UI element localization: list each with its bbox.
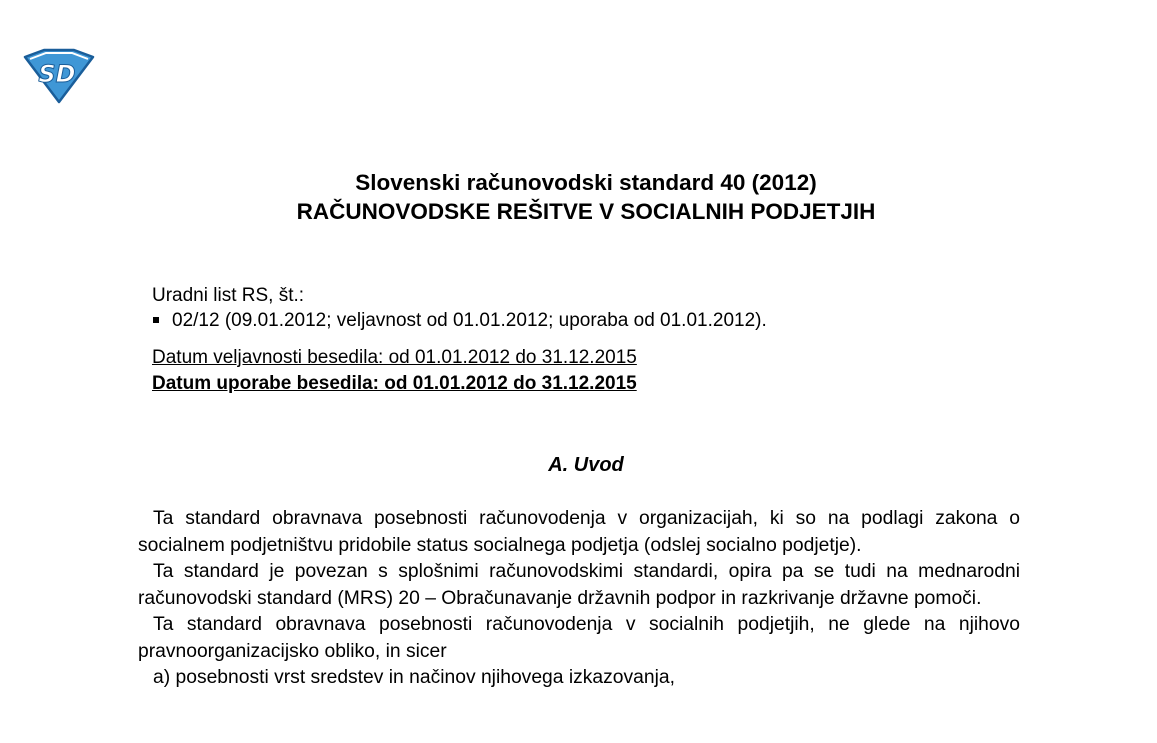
- gazette-label: Uradni list RS, št.:: [152, 285, 305, 306]
- square-bullet-icon: [153, 317, 159, 323]
- validity-date: Datum veljavnosti besedila: od 01.01.2012 do 31.12.2015: [152, 347, 637, 368]
- document-title: [0, 168, 1157, 226]
- svg-text:SD: SD: [38, 60, 76, 88]
- gazette-list: [152, 308, 767, 333]
- standard-subtitle: RAČUNOVODSKE REŠITVE V SOCIALNIH PODJETJIH: [296, 199, 876, 224]
- sd-shield-logo-icon: [22, 47, 96, 105]
- gazette-entry: 02/12 (09.01.2012; veljavnost od 01.01.2012; uporaba od 01.01.2012).: [172, 310, 767, 331]
- list-item: [152, 308, 767, 333]
- paragraph: Ta standard obravnava posebnosti računovodenja v socialnih podjetjih, ne glede na njihovo pravnoorganizacijsko obliko, in sicer: [138, 614, 1020, 662]
- validity-dates: [152, 345, 637, 397]
- paragraph: Ta standard je povezan s splošnimi računovodskimi standardi, opira pa se tudi na mednarodni računovodski standard (MRS) 20 – Obračunavanje državnih podpor in razkrivanje državne pomoči.: [138, 561, 1020, 609]
- section-body: [138, 506, 1020, 692]
- standard-title: Slovenski računovodski standard 40 (2012): [355, 170, 817, 195]
- official-gazette-info: [152, 283, 767, 333]
- paragraph: Ta standard obravnava posebnosti računovodenja v organizacijah, ki so na podlagi zakona o socialnem podjetništvu pridobile status socialnega podjetja (odslej socialno podjetje).: [138, 508, 1020, 556]
- application-date: Datum uporabe besedila: od 01.01.2012 do 31.12.2015: [152, 373, 637, 394]
- list-item: a) posebnosti vrst sredstev in načinov njihovega izkazovanja,: [153, 667, 675, 688]
- section-heading: A. Uvod: [548, 454, 624, 476]
